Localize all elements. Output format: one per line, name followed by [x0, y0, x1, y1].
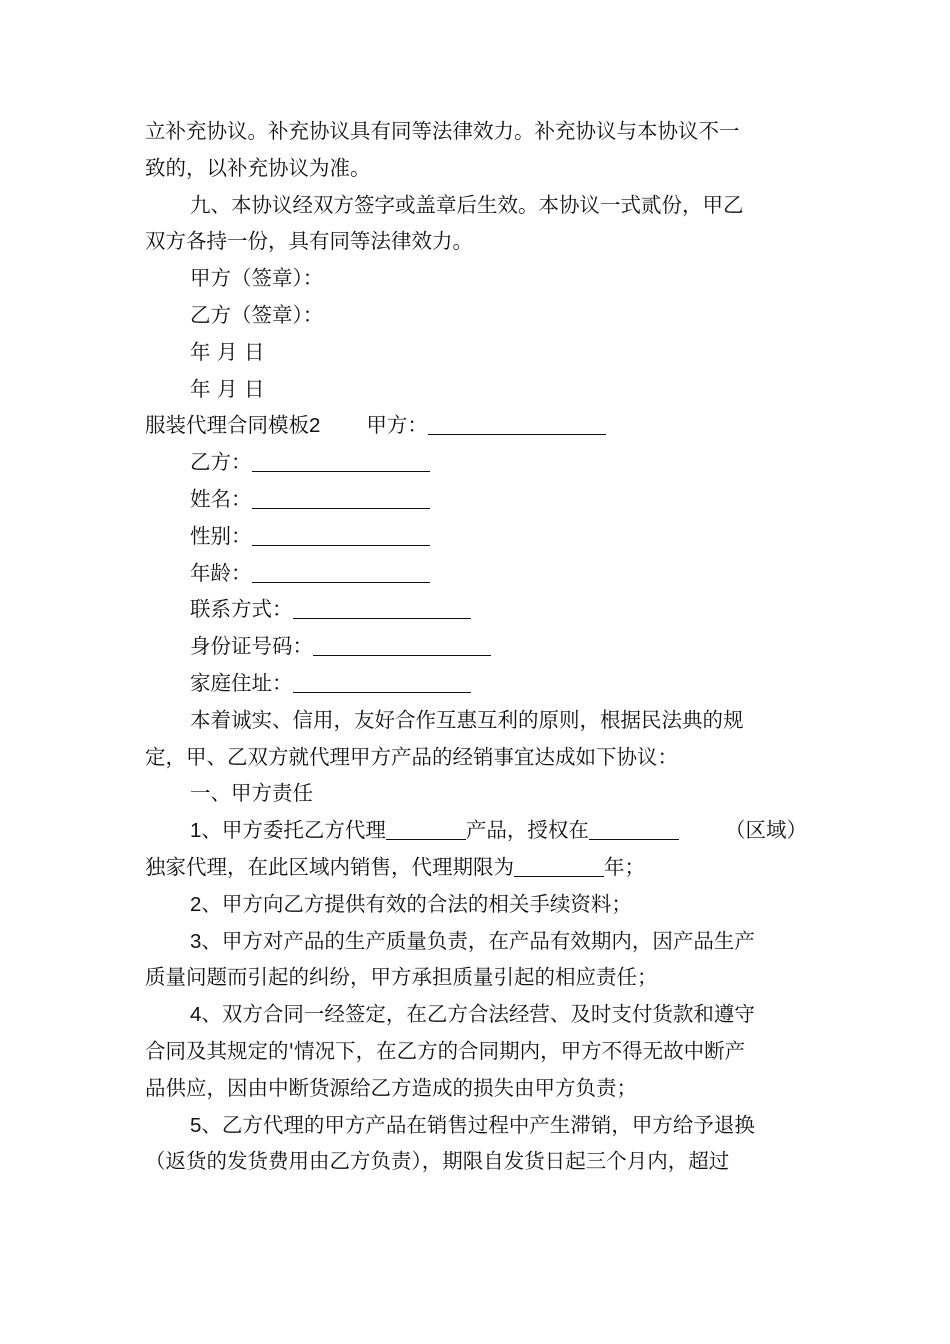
clause-text: 产品，授权在 — [465, 818, 589, 843]
clause-3-continued: 质量问题而引起的纠纷，甲方承担质量引起的相应责任； — [145, 965, 658, 990]
term-blank[interactable] — [514, 854, 604, 877]
form-field-contact — [145, 591, 807, 628]
signature-date: 年 月 日 — [190, 339, 265, 364]
clause-3 — [145, 923, 807, 960]
product-blank[interactable] — [386, 817, 466, 840]
region-blank[interactable] — [589, 817, 679, 840]
clause-text: 独家代理，在此区域内销售，代理期限为 — [145, 854, 514, 879]
clause-number: 2 — [190, 892, 202, 916]
gender-blank[interactable] — [252, 523, 430, 546]
field-label: 乙方： — [190, 450, 252, 475]
clause-text: 、甲方对产品的生产质量负责，在产品有效期内，因产品生产 — [201, 928, 755, 953]
clause-number: 4 — [190, 1003, 202, 1027]
field-label: 身份证号码： — [190, 634, 313, 659]
clause-number: 1 — [190, 819, 202, 843]
clause-1 — [145, 812, 807, 849]
signature-party-b: 乙方（签章）： — [190, 302, 324, 327]
party-b-blank[interactable] — [252, 449, 430, 472]
contract-title: 服装代理合同模板 — [145, 413, 309, 438]
party-a-blank[interactable] — [428, 412, 606, 435]
clause-4-continued: 合同及其规定的'情况下，在乙方的合同期内，甲方不得无故中断产 — [145, 1038, 746, 1063]
clause-5-continued: （返货的发货费用由乙方负责），期限自发货日起三个月内，超过 — [145, 1149, 730, 1174]
section-heading: 一、甲方责任 — [190, 781, 313, 806]
form-field-gender — [145, 518, 807, 555]
party-a-label: 甲方： — [366, 413, 428, 438]
contract-title-line — [145, 407, 807, 444]
paragraph-line: 立补充协议。补充协议具有同等法律效力。补充协议与本协议不一 — [145, 119, 740, 143]
clause-text: 、甲方委托乙方代理 — [201, 818, 386, 843]
form-field-name — [145, 481, 807, 518]
form-field-party-b — [145, 444, 807, 481]
address-blank[interactable] — [293, 670, 471, 693]
field-label: 联系方式： — [190, 597, 293, 622]
clause-number: 3 — [190, 929, 202, 953]
age-blank[interactable] — [252, 560, 430, 583]
clause-text: 年； — [604, 854, 645, 879]
field-label: 姓名： — [190, 486, 252, 511]
field-label: 年龄： — [190, 560, 252, 585]
intro-paragraph: 本着诚实、信用，友好合作互惠互利的原则，根据民法典的规 — [190, 707, 744, 732]
form-field-id-number — [145, 628, 807, 665]
clause-text: 、乙方代理的甲方产品在销售过程中产生滞销，甲方给予退换 — [201, 1112, 755, 1137]
clause-2 — [145, 886, 807, 923]
form-field-address — [145, 665, 807, 702]
clause-text: 、双方合同一经签定，在乙方合法经营、及时支付货款和遵守 — [201, 1002, 755, 1027]
clause-5 — [145, 1107, 807, 1144]
intro-paragraph: 定，甲、乙双方就代理甲方产品的经销事宜达成如下协议： — [145, 744, 678, 769]
clause-number: 5 — [190, 1113, 202, 1137]
clause-4 — [145, 996, 807, 1033]
form-field-age — [145, 555, 807, 592]
clause-text: （区域） — [725, 818, 807, 843]
signature-date: 年 月 日 — [190, 376, 265, 401]
contract-title-number: 2 — [309, 414, 321, 438]
paragraph-line: 致的，以补充协议为准。 — [145, 155, 371, 180]
clause-4-continued: 品供应，因由中断货源给乙方造成的损失由甲方负责； — [145, 1075, 637, 1100]
document-body — [145, 113, 807, 1180]
contact-blank[interactable] — [293, 596, 471, 619]
field-label: 家庭住址： — [190, 670, 293, 695]
field-label: 性别： — [190, 523, 252, 548]
signature-party-a: 甲方（签章）： — [190, 266, 324, 291]
name-blank[interactable] — [252, 486, 430, 509]
clause-1-continued — [145, 849, 807, 886]
id-number-blank[interactable] — [313, 633, 491, 656]
clause-nine: 九、本协议经双方签字或盖章后生效。本协议一式贰份，甲乙 — [190, 192, 744, 217]
clause-text: 、甲方向乙方提供有效的合法的相关手续资料； — [201, 891, 632, 916]
paragraph-line: 双方各持一份，具有同等法律效力。 — [145, 229, 473, 254]
